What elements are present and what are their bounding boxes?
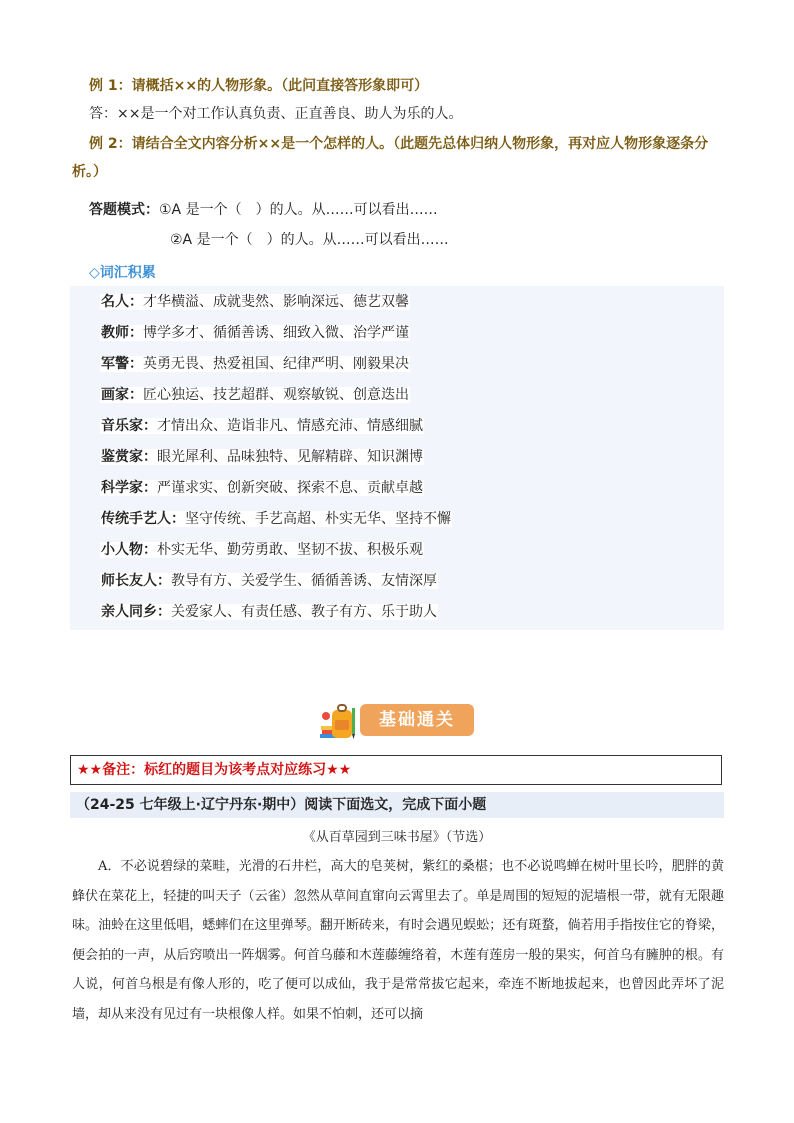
vocab-row — [100, 600, 438, 624]
answer-mode-label: 答题模式： — [89, 202, 159, 218]
vocab-words: 朴实无华、勤劳勇敢、坚韧不拔、积极乐观 — [157, 542, 423, 558]
vocab-words: 才华横溢、成就斐然、影响深远、德艺双馨 — [143, 294, 409, 310]
vocab-words: 博学多才、循循善诱、细致入微、治学严谨 — [143, 325, 409, 341]
example1-question: 例 1：请概括××的人物形象。（此问直接答形象即可） — [89, 78, 429, 94]
example1-answer: 答：××是一个对工作认真负责、正直善良、助人为乐的人。 — [89, 106, 463, 122]
vocab-term: 小人物： — [101, 542, 157, 558]
notice-box: ★★备注：标红的题目为该考点对应练习★★ — [70, 755, 722, 785]
vocab-term: 师长友人： — [101, 573, 171, 589]
vocab-row — [100, 290, 410, 314]
vocab-term: 科学家： — [101, 480, 157, 496]
vocab-words: 坚守传统、手艺高超、朴实无华、坚持不懈 — [185, 511, 451, 527]
section-banner — [318, 700, 478, 742]
vocab-title: ◇词汇积累 — [89, 265, 156, 281]
question-source: （24-25 七年级上·辽宁丹东·期中）阅读下面选文，完成下面小题 — [70, 792, 724, 818]
vocab-row — [100, 321, 410, 345]
answer-mode-line1 — [89, 200, 438, 220]
answer-mode-1: ①A 是一个（ ）的人。从……可以看出…… — [159, 202, 438, 218]
vocab-row — [100, 476, 424, 500]
vocab-words: 严谨求实、创新突破、探索不息、贡献卓越 — [157, 480, 423, 496]
vocab-term: 音乐家： — [101, 418, 157, 434]
vocab-words: 教导有方、关爱学生、循循善诱、友情深厚 — [171, 573, 437, 589]
passage-title: 《从百草园到三味书屋》（节选） — [302, 830, 492, 845]
answer-mode-2: ②A 是一个（ ）的人。从……可以看出…… — [170, 232, 449, 248]
vocab-words: 关爱家人、有责任感、教子有方、乐于助人 — [171, 604, 437, 620]
vocab-term: 名人： — [101, 294, 143, 310]
vocab-row — [100, 383, 410, 407]
passage-text: A．不必说碧绿的菜畦，光滑的石井栏，高大的皂荚树，紫红的桑椹；也不必说鸣蝉在树叶里长吟，肥胖的黄蜂伏在菜花上，轻捷的叫天子（云雀）忽然从草间直窜向云霄里去了。单是周围的短短的泥墙根一带，就有无限趣味。油蛉在这里低唱，蟋蟀们在这里弹琴。翻开断砖来，有时会遇见蜈蚣；还有斑蝥，倘若用手指按住它的脊梁，便会拍的一声，从后窍喷出一阵烟雾。何首乌藤和木莲藤缠络着，木莲有莲房一般的果实，何首乌有臃肿的根。有人说，何首乌根是有像人形的，吃了便可以成仙，我于是常常拔它起来，牵连不断地拔起来，也曾因此弄坏了泥墙，却从来没有见过有一块根像人样。如果不怕刺，还可以摘 — [72, 859, 724, 1022]
vocab-term: 军警： — [101, 356, 143, 372]
vocab-words: 才情出众、造诣非凡、情感充沛、情感细腻 — [157, 418, 423, 434]
vocab-term: 鉴赏家： — [101, 449, 157, 465]
vocab-term: 亲人同乡： — [101, 604, 171, 620]
vocab-row — [100, 569, 438, 593]
school-supplies-icon — [318, 700, 360, 742]
example2-question: 例 2：请结合全文内容分析××是一个怎样的人。（此题先总体归纳人物形象，再对应人物形象逐条分析。） — [72, 136, 709, 180]
vocab-words: 匠心独运、技艺超群、观察敏锐、创意迭出 — [143, 387, 409, 403]
vocab-row — [100, 538, 424, 562]
vocab-term: 教师： — [101, 325, 143, 341]
vocab-row — [100, 352, 410, 376]
vocab-row — [100, 445, 424, 469]
section-banner-label: 基础通关 — [360, 704, 474, 736]
vocab-box — [70, 286, 724, 630]
vocab-words: 眼光犀利、品味独特、见解精辟、知识渊博 — [157, 449, 423, 465]
vocab-row — [100, 414, 424, 438]
vocab-term: 画家： — [101, 387, 143, 403]
vocab-words: 英勇无畏、热爱祖国、纪律严明、刚毅果决 — [143, 356, 409, 372]
vocab-term: 传统手艺人： — [101, 511, 185, 527]
vocab-row — [100, 507, 452, 531]
